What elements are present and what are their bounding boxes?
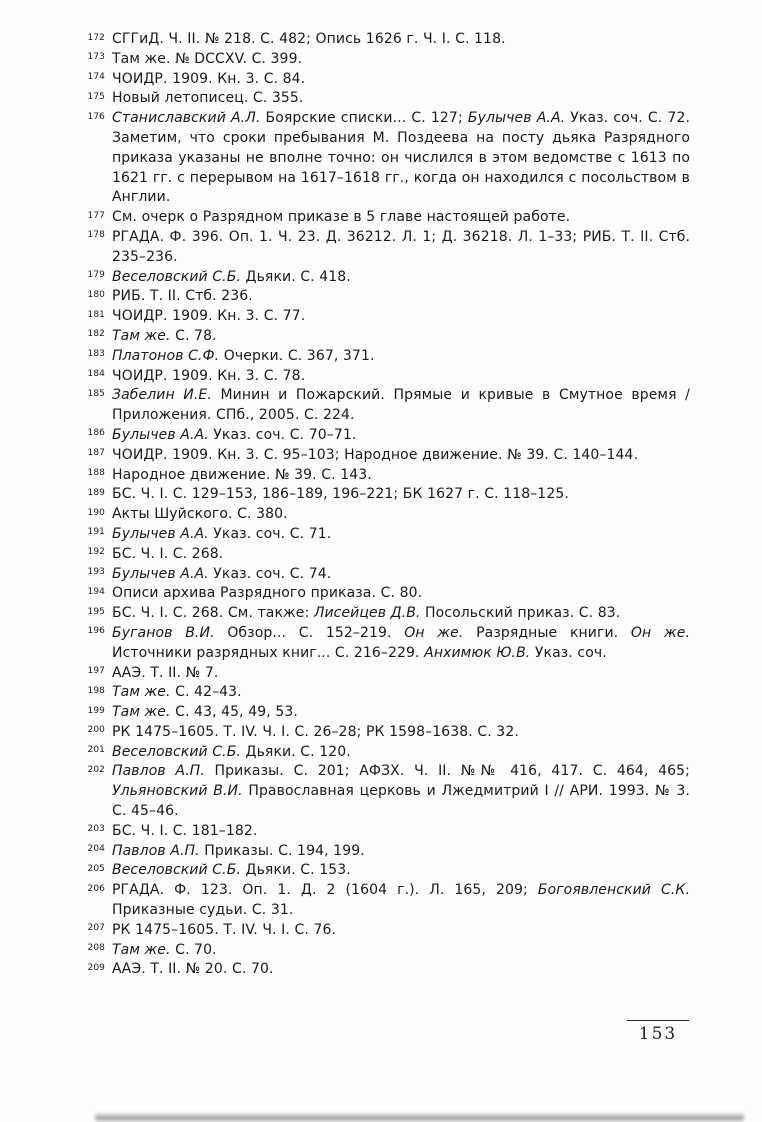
footnote-number: 186: [87, 428, 105, 439]
footnote-text: Павлов А.П. Приказы. С. 194, 199.: [112, 842, 365, 859]
footnote: [84, 762, 690, 821]
footnote: [84, 664, 690, 684]
footnote: [84, 386, 690, 426]
footnote: [84, 565, 690, 585]
footnote-text: Там же. С. 70.: [112, 941, 217, 958]
footnote-text: БС. Ч. I. С. 268. См. также: Лисейцев Д.В. Посольский приказ. С. 83.: [112, 605, 621, 622]
footnote-number: 181: [87, 309, 105, 320]
footnote-text: Станиславский А.Л. Боярские списки... С. 127; Булычев А.А. Указ. соч. С. 72. Заметим, что сроки пребывания М. Поздеева на посту дьяка Разрядного приказа указаны не вполне точно: он числился в этом ведомстве с 1613 по 1621 гг. с перерывом на 1617–1618 гг., когда он находился с посольством в Англии.: [112, 110, 690, 206]
footnote-number: 195: [87, 606, 105, 617]
footnote-text: Платонов С.Ф. Очерки. С. 367, 371.: [112, 347, 375, 364]
footnote-text: РГАДА. Ф. 396. Оп. 1. Ч. 23. Д. 36212. Л. 1; Д. 36218. Л. 1–33; РИБ. Т. II. Стб. 235–236.: [112, 228, 690, 265]
footnote-text: ААЭ. Т. II. № 20. С. 70.: [112, 961, 274, 978]
footnote-number: 192: [87, 547, 105, 558]
footnote: [84, 703, 690, 723]
footnote-text: БС. Ч. I. С. 129–153, 186–189, 196–221; БК 1627 г. С. 118–125.: [112, 486, 569, 503]
footnote-number: 207: [87, 923, 105, 934]
footnote-text: Там же. С. 78.: [112, 327, 217, 344]
footnote-number: 199: [87, 705, 105, 716]
footnote-text: СГГиД. Ч. II. № 218. С. 482; Опись 1626 г. Ч. I. С. 118.: [112, 31, 506, 47]
footnote-number: 188: [87, 468, 105, 479]
footnote-text: Буганов В.И. Обзор... С. 152–219. Он же. Разрядные книги. Он же. Источники разрядных книг... С. 216–229. Анхимюк Ю.В. Указ. соч.: [112, 624, 690, 661]
footnote: [84, 842, 690, 862]
footnote-text: РК 1475–1605. Т. IV. Ч. I. С. 76.: [112, 921, 337, 938]
footnote-number: 197: [87, 666, 105, 676]
footnote: [84, 960, 690, 980]
footnote: [84, 743, 690, 763]
footnote-number: 209: [87, 962, 105, 973]
footnote-number: 196: [87, 626, 105, 637]
footnote: [84, 584, 690, 604]
footnote: [84, 505, 690, 525]
footnote-text: См. очерк о Разрядном приказе в 5 главе настоящей работе.: [112, 209, 571, 226]
footnote: [84, 287, 690, 307]
footnote-number: 200: [87, 725, 105, 736]
footnote-text: ААЭ. Т. II. № 7.: [112, 664, 219, 681]
footnote-text: Забелин И.Е. Минин и Пожарский. Прямые и кривые в Смутное время / Приложения. СПб., 2005. С. 224.: [112, 387, 690, 424]
footnote: [84, 70, 690, 90]
footnote: [84, 624, 690, 664]
footnote-number: 173: [87, 52, 105, 63]
footnote: [84, 941, 690, 961]
footnote: [84, 30, 690, 50]
footnote-text: РГАДА. Ф. 123. Оп. 1. Д. 2 (1604 г.). Л. 165, 209; Богоявленский С.К. Приказные судьи. С. 31.: [112, 882, 690, 919]
footnote: [84, 426, 690, 446]
footnote-number: 184: [87, 369, 105, 380]
footnote-text: БС. Ч. I. С. 268.: [112, 545, 224, 562]
footnote-number: 189: [87, 487, 105, 498]
footnote-number: 203: [87, 824, 105, 835]
footnote-number: 191: [87, 527, 105, 538]
footnote-number: 174: [87, 72, 105, 83]
footnote: [84, 367, 690, 387]
footnote: [84, 525, 690, 545]
footnote-number: 206: [87, 883, 105, 894]
page-number-rule: [627, 1020, 689, 1021]
footnote-number: 180: [87, 289, 105, 300]
footnote-text: Акты Шуйского. С. 380.: [112, 506, 288, 523]
footnote-text: Булычев А.А. Указ. соч. С. 74.: [112, 565, 332, 582]
footnote-text: Веселовский С.Б. Дьяки. С. 153.: [112, 862, 351, 879]
footnote: [84, 485, 690, 505]
footnote-text: Веселовский С.Б. Дьяки. С. 120.: [112, 743, 351, 760]
footnote: [84, 109, 690, 208]
footnote-text: РК 1475–1605. Т. IV. Ч. I. С. 26–28; РК 1598–1638. С. 32.: [112, 723, 519, 740]
footnote-number: 202: [87, 764, 105, 775]
scan-edge-shadow: [95, 1112, 744, 1121]
footnote-text: ЧОИДР. 1909. Кн. 3. С. 95–103; Народное движение. № 39. С. 140–144.: [112, 446, 639, 463]
footnote-number: 208: [87, 943, 105, 954]
footnote: [84, 861, 690, 881]
footnote-number: 179: [87, 270, 105, 281]
notes-list: [84, 30, 690, 980]
footnote-text: Булычев А.А. Указ. соч. С. 71.: [112, 525, 332, 542]
footnote-text: Там же. С. 43, 45, 49, 53.: [112, 704, 298, 721]
footnote-number: 205: [87, 863, 105, 874]
footnote: [84, 89, 690, 109]
footnote-text: ЧОИДР. 1909. Кн. 3. С. 84.: [112, 70, 306, 87]
footnote-text: ЧОИДР. 1909. Кн. 3. С. 77.: [112, 308, 306, 325]
footnote-text: Булычев А.А. Указ. соч. С. 70–71.: [112, 426, 357, 443]
footnote-text: ЧОИДР. 1909. Кн. 3. С. 78.: [112, 367, 306, 384]
footnote-number: 172: [87, 32, 105, 43]
footnote-number: 193: [87, 567, 105, 578]
footnote-number: 198: [87, 685, 105, 696]
footnote-number: 187: [87, 448, 105, 459]
footnote-number: 176: [87, 111, 105, 122]
footnote-number: 177: [87, 210, 105, 221]
footnote-text: БС. Ч. I. С. 181–182.: [112, 822, 258, 839]
footnote: [84, 822, 690, 842]
footnote-text: Павлов А.П. Приказы. С. 201; АФЗХ. Ч. II. №№ 416, 417. С. 464, 465; Ульяновский В.И. Православная церковь и Лжедмитрий I // АРИ. 1993. № 3. С. 45–46.: [112, 763, 690, 820]
footnote-text: Там же. № DCCXV. С. 399.: [112, 50, 303, 67]
footnote: [84, 208, 690, 228]
footnote: [84, 327, 690, 347]
page-number: 153: [638, 1024, 678, 1044]
footnote: [84, 545, 690, 565]
footnote: [84, 604, 690, 624]
footnote-number: 183: [87, 349, 105, 360]
footnote-number: 175: [87, 91, 105, 102]
footnote-number: 204: [87, 844, 105, 855]
footnote: [84, 881, 690, 921]
footnote: [84, 723, 690, 743]
footnote-text: Описи архива Разрядного приказа. С. 80.: [112, 585, 423, 602]
footnote-number: 178: [87, 230, 105, 241]
footnote-text: Там же. С. 42–43.: [112, 684, 242, 701]
footnote: [84, 268, 690, 288]
footnote: [84, 347, 690, 367]
footnote-text: Веселовский С.Б. Дьяки. С. 418.: [112, 268, 351, 285]
footnote-number: 185: [87, 388, 105, 399]
footnote: [84, 466, 690, 486]
footnote-text: Новый летописец. С. 355.: [112, 90, 304, 107]
footnote-number: 182: [87, 329, 105, 340]
footnote: [84, 921, 690, 941]
footnote: [84, 446, 690, 466]
footnote: [84, 228, 690, 268]
footnote-text: Народное движение. № 39. С. 143.: [112, 466, 372, 483]
footnote: [84, 307, 690, 327]
footnote-number: 201: [87, 745, 105, 756]
footnote-number: 194: [87, 586, 105, 597]
footnote: [84, 683, 690, 703]
footnote-number: 190: [87, 507, 105, 518]
footnote-text: РИБ. Т. II. Стб. 236.: [112, 288, 253, 305]
footnote: [84, 50, 690, 70]
